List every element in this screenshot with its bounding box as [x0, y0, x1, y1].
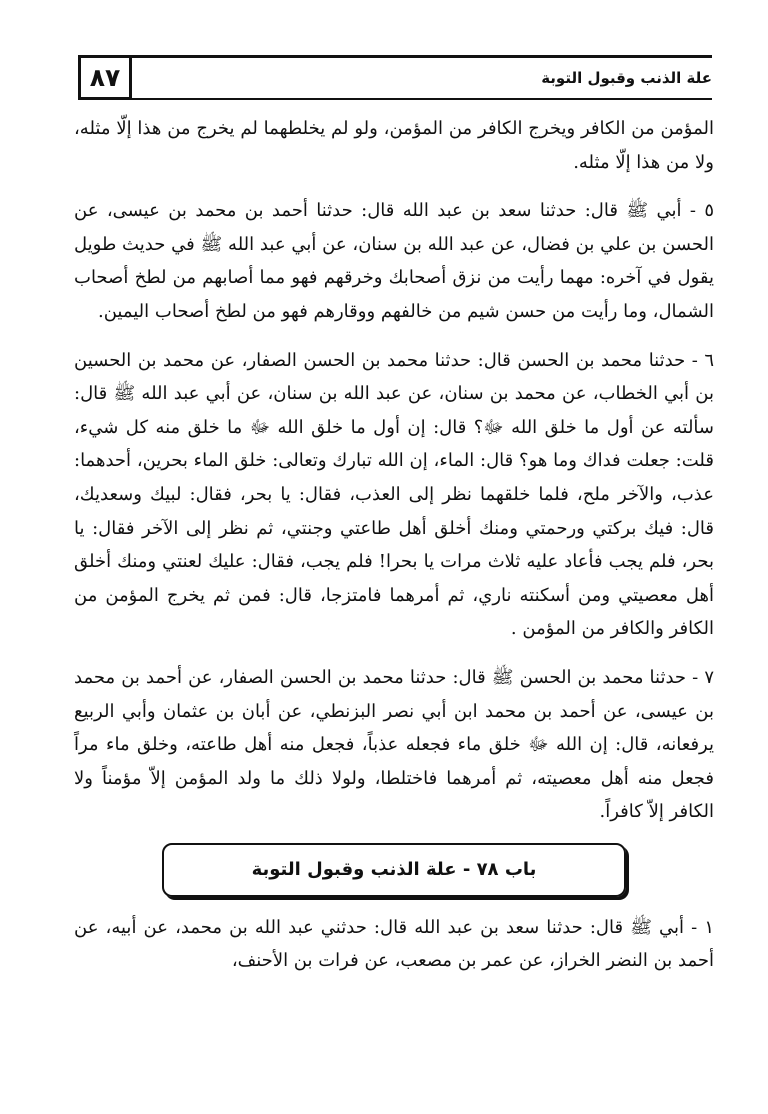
paragraph-continuation: المؤمن من الكافر ويخرج الكافر من المؤمن، ولو لم يخلطهما لم يخرج من هذا إلّا مثله، ولا من هذا إلّا مثله. — [74, 118, 714, 173]
hadith-6: ٦ - حدثنا محمد بن الحسن قال: حدثنا محمد بن الحسن الصفار، عن محمد بن الحسين بن أبي الخطاب، عن محمد بن سنان، عن عبد الله بن سنان، عن أبي عبد الله ﷺ قال: سألته عن أول ما خلق الله ﷻ؟ قال: إن أول ما خلق الله ﷻ ما خلق منه كل شيء، قلت: جعلت فداك وما هو؟ قال: الماء، إن الله تبارك وتعالى: خلق الماء بحرين، أحدهما: عذب، والآخر ملح، فلما خلقهما نظر إلى العذب، فقال: يا بحر، فقال: لبيك وسعديك، قال: فيك بركتي ورحمتي ومنك أخلق أهل طاعتي وجنتي، ثم نظر إلى الآخر فقال: يا بحر، فلم يجب فأعاد عليه ثلاث مرات يا بحرا! فلم يجب، فقال: عليك لعنتي ومنك أخلق أهل معصيتي ومن أسكنته ناري، ثم أمرهما فامتزجا، قال: فمن ثم يخرج المؤمن من الكافر والكافر من المؤمن . — [74, 349, 714, 640]
hadith-7: ٧ - حدثنا محمد بن الحسن ﷺ قال: حدثنا محمد بن الحسن الصفار، عن أحمد بن محمد بن عيسى، عن أحمد بن محمد ابن أبي نصر البزنطي، عن أبان بن عثمان وأبي الربيع يرفعانه، قال: إن الله ﷻ خلق ماء فجعله عذباً، فجعل منه أهل طاعته، وخلق ماء مراً فجعل منه أهل معصيته، ثم أمرهما فاختلطا، ولولا ذلك ما ولد المؤمن إلاّ مؤمناً ولا الكافر إلاّ كافراً. — [74, 666, 714, 823]
running-title: علة الذنب وقبول التوبة — [541, 69, 712, 87]
header-bottom-rule — [132, 98, 712, 100]
hadith-1: ١ - أبي ﷺ قال: حدثنا سعد بن عبد الله قال: حدثني عبد الله بن محمد، عن أبيه، عن أحمد بن النضر الخراز، عن عمر بن مصعب، عن فرات بن الأحنف، — [74, 916, 714, 972]
page-body — [74, 112, 714, 978]
page-number: ٨٧ — [78, 55, 132, 100]
hadith-5: ٥ - أبي ﷺ قال: حدثنا سعد بن عبد الله قال: حدثنا أحمد بن محمد بن عيسى، عن الحسن بن علي بن فضال، عن عبد الله بن سنان، عن أبي عبد الله ﷺ في حديث طويل يقول في آخره: مهما رأيت من نزق أصحابك وخرقهم فهو مما أصابهم من لطخ أصحاب الشمال، وما رأيت من حسن شيم من خالفهم ووقارهم فهو من لطخ أصحاب اليمين. — [74, 200, 714, 322]
page-header — [78, 55, 712, 103]
header-top-rule — [132, 55, 712, 58]
chapter-heading: باب ٧٨ - علة الذنب وقبول التوبة — [162, 843, 626, 897]
chapter-heading-box — [74, 845, 714, 895]
